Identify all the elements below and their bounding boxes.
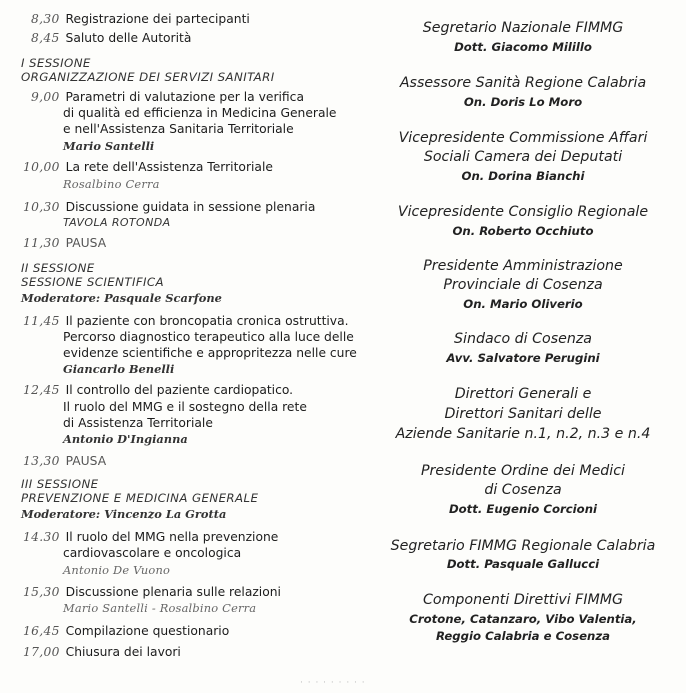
authority-title: Presidente Ordine dei Medici	[420, 463, 625, 479]
authority-title: Sindaco di Cosenza	[454, 331, 592, 347]
scan-artifact: · · · · · · · · ·	[300, 678, 366, 688]
speaker-name: Antonio De Vuono	[63, 563, 171, 577]
program-item	[23, 624, 229, 638]
program-time: 10,00	[23, 160, 60, 174]
authority-title: Componenti Direttivi FIMMG	[423, 592, 623, 608]
speaker-name: Mario Santelli	[63, 139, 155, 153]
program-note: TAVOLA ROTONDA	[63, 216, 171, 229]
program-continuation: di qualità ed efficienza in Medicina Generale	[63, 106, 337, 120]
program-time: 8,30	[31, 12, 60, 26]
authority-title: Segretario FIMMG Regionale Calabria	[390, 538, 656, 554]
authority-name: On. Roberto Occhiuto	[452, 224, 594, 238]
program-continuation: di Assistenza Territoriale	[63, 416, 213, 430]
authority-title: Segretario Nazionale FIMMG	[422, 20, 624, 36]
program-time: 17,00	[23, 645, 60, 659]
program-text: La rete dell'Assistenza Territoriale	[65, 160, 273, 174]
authority-title: Sociali Camera dei Deputati	[423, 149, 623, 165]
moderator: Moderatore: Pasquale Scarfone	[21, 291, 222, 305]
program-text: Parametri di valutazione per la verifica	[65, 90, 304, 104]
program-text: PAUSA	[65, 454, 107, 468]
program-time: 13,30	[23, 454, 60, 468]
program-item	[23, 530, 278, 544]
session-subtitle: ORGANIZZAZIONE DEI SERVIZI SANITARI	[21, 70, 275, 84]
authority-name: Reggio Calabria e Cosenza	[435, 629, 611, 643]
program-time: 16,45	[23, 624, 60, 638]
moderator: Moderatore: Vincenzo La Grotta	[21, 507, 227, 521]
program-item	[23, 236, 106, 250]
authority-title: Vicepresidente Consiglio Regionale	[397, 204, 649, 220]
authority-name: Crotone, Catanzaro, Vibo Valentia,	[409, 612, 637, 626]
authority-title: Direttori Generali e	[454, 386, 592, 402]
program-text: Il controllo del paziente cardiopatico.	[65, 383, 294, 397]
program-item	[23, 200, 315, 214]
program-text: Chiusura dei lavori	[65, 645, 181, 659]
program-continuation: evidenze scientifiche e appropritezza nelle cure	[63, 346, 357, 360]
program-time: 9,00	[31, 90, 60, 104]
authority-title: Presidente Amministrazione	[423, 258, 623, 274]
program-time: 15,30	[23, 585, 60, 599]
program-time: 8,45	[31, 31, 60, 45]
program-time: 10,30	[23, 200, 60, 214]
program-item	[31, 90, 304, 104]
program-text: Il paziente con broncopatia cronica ostruttiva.	[65, 314, 349, 328]
speaker-name: Rosalbino Cerra	[63, 177, 160, 191]
program-time: 14.30	[23, 530, 60, 544]
authority-title: Vicepresidente Commissione Affari	[398, 130, 648, 146]
session-subtitle: SESSIONE SCIENTIFICA	[21, 275, 165, 289]
authorities-column	[360, 0, 686, 693]
program-item	[31, 12, 250, 26]
program-item	[23, 160, 273, 174]
program-continuation: e nell'Assistenza Sanitaria Territoriale	[63, 122, 294, 136]
session-heading: II SESSIONE	[21, 261, 95, 275]
program-continuation: Il ruolo del MMG e il sostegno della rete	[63, 400, 307, 414]
authority-name: Dott. Pasquale Gallucci	[446, 557, 600, 571]
program-text: Discussione guidata in sessione plenaria	[65, 200, 316, 214]
authority-title: Aziende Sanitarie n.1, n.2, n.3 e n.4	[395, 426, 651, 442]
authority-title: Assessore Sanità Regione Calabria	[399, 75, 647, 91]
session-subtitle: PREVENZIONE E MEDICINA GENERALE	[21, 491, 259, 505]
program-item	[23, 314, 349, 328]
program-item	[23, 585, 281, 599]
session-heading: I SESSIONE	[21, 56, 91, 70]
program-text: Il ruolo del MMG nella prevenzione	[65, 530, 279, 544]
program-item	[31, 31, 191, 45]
program-text: Registrazione dei partecipanti	[65, 12, 250, 26]
authority-name: Avv. Salvatore Perugini	[446, 351, 600, 365]
authority-title: Direttori Sanitari delle	[444, 406, 602, 422]
program-continuation: Percorso diagnostico terapeutico alla luce delle	[63, 330, 354, 344]
program-time: 12,45	[23, 383, 60, 397]
program-time: 11,45	[23, 314, 60, 328]
authority-name: On. Mario Oliverio	[463, 297, 583, 311]
program-text: PAUSA	[65, 236, 107, 250]
program-continuation: cardiovascolare e oncologica	[63, 546, 242, 560]
authority-name: Dott. Eugenio Corcioni	[448, 502, 598, 516]
authority-title: di Cosenza	[484, 482, 562, 498]
program-item	[23, 645, 181, 659]
program-text: Compilazione questionario	[65, 624, 230, 638]
speaker-name: Mario Santelli - Rosalbino Cerra	[63, 601, 257, 615]
program-text: Discussione plenaria sulle relazioni	[65, 585, 281, 599]
program-item	[23, 383, 293, 397]
program-item	[23, 454, 106, 468]
program-time: 11,30	[23, 236, 60, 250]
authority-name: On. Doris Lo Moro	[463, 95, 583, 109]
speaker-name: Antonio D'Ingianna	[63, 432, 188, 446]
program-text: Saluto delle Autorità	[65, 31, 192, 45]
speaker-name: Giancarlo Benelli	[63, 362, 175, 376]
session-heading: III SESSIONE	[21, 477, 99, 491]
authority-title: Provinciale di Cosenza	[443, 277, 603, 293]
authority-name: On. Dorina Bianchi	[461, 169, 585, 183]
authority-name: Dott. Giacomo Milillo	[454, 40, 592, 54]
